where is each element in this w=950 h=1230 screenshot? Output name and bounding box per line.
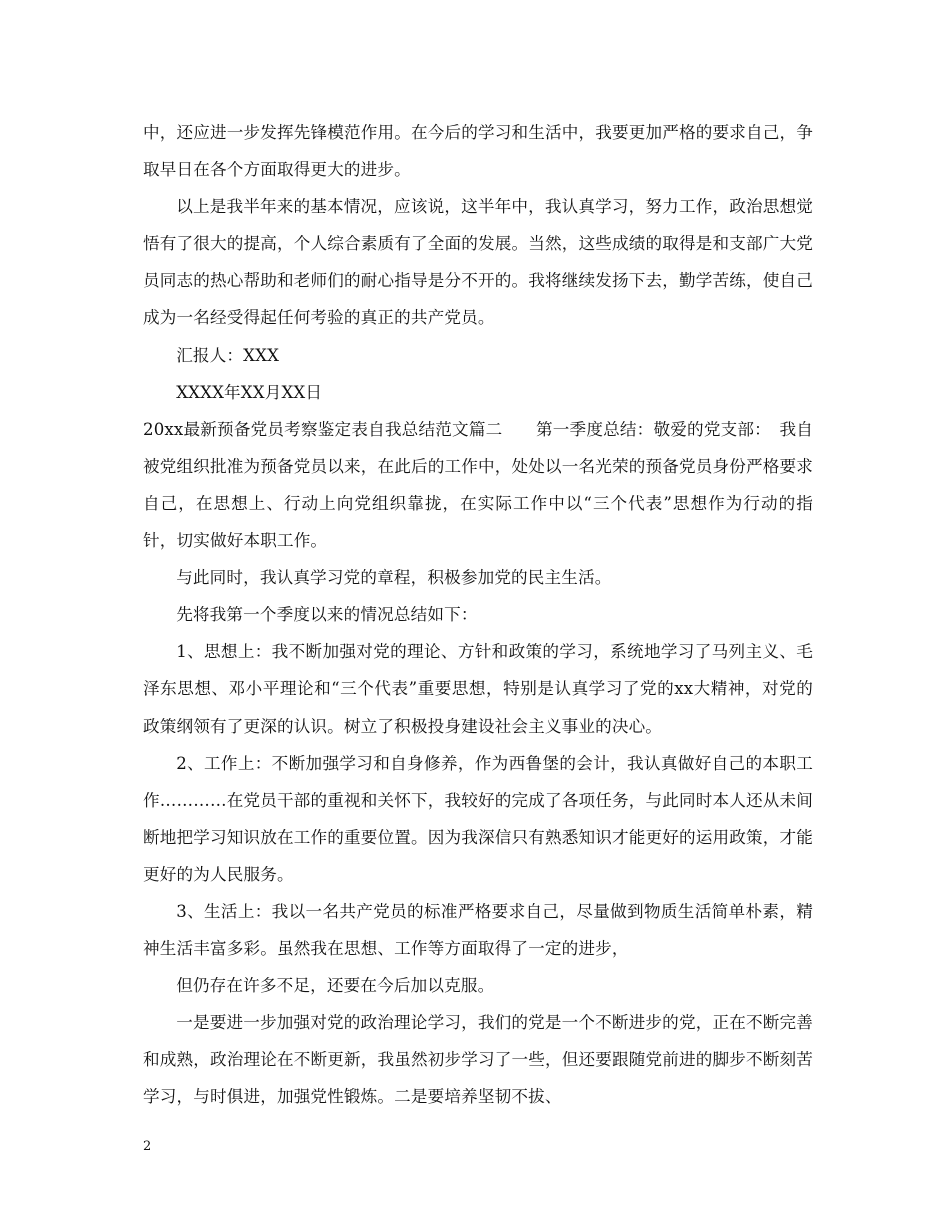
paragraph-summary-intro: 先将我第一个季度以来的情况总结如下：: [176, 605, 478, 625]
paragraph-thought: 1、思想上：我不断加强对党的理论、方针和政策的学习，系统地学习了马列主义、毛泽东思想、邓小平理论和“三个代表”重要思想，特别是认真学习了党的xx大精神，对党的政策纲领有了更深的认识。树立了积极投身建设社会主义事业的决心。: [143, 642, 813, 736]
date-line: XXXX年XX月XX日: [176, 382, 323, 402]
paragraph-life: 3、生活上：我以一名共产党员的标准严格要求自己，尽量做到物质生活简单朴素，精神生活丰富多彩。虽然我在思想、工作等方面取得了一定的进步，: [143, 901, 813, 959]
paragraph-continuation: 中，还应进一步发挥先锋模范作用。在今后的学习和生活中，我要更加严格的要求自己，争取早日在各个方面取得更大的进步。: [143, 123, 813, 180]
paragraph-party-study: 与此同时，我认真学习党的章程，积极参加党的民主生活。: [176, 568, 612, 588]
paragraph-improvements: 一是要进一步加强对党的政治理论学习，我们的党是一个不断进步的党，正在不断完善和成熟，政治理论在不断更新，我虽然初步学习了一些，但还要跟随党前进的脚步不断刻苦学习，与时俱进，加强党性锻炼。二是要培养坚韧不拔、: [143, 1013, 813, 1107]
page-number: 2: [143, 1139, 152, 1154]
paragraph-shortcomings: 但仍存在许多不足，还要在今后加以克服。: [176, 976, 495, 996]
reporter-line: 汇报人：XXX: [176, 345, 280, 365]
paragraph-summary: 以上是我半年来的基本情况，应该说，这半年中，我认真学习，努力工作，政治思想觉悟有了很大的提高，个人综合素质有了全面的发展。当然，这些成绩的取得是和支部广大党员同志的热心帮助和老师们的耐心指导是分不开的。我将继续发扬下去，勤学苦练，使自己成为一名经受得起任何考验的真正的共产党员。: [143, 197, 813, 328]
section-two-heading-paragraph: 20xx最新预备党员考察鉴定表自我总结范文篇二 第一季度总结：敬爱的党支部： 我自被党组织批准为预备党员以来，在此后的工作中，处处以一名光荣的预备党员身份严格要求自己，在思想上、行动上向党组织靠拢，在实际工作中以“三个代表”思想作为行动的指针，切实做好本职工作。: [143, 419, 813, 551]
paragraph-work: 2、工作上：不断加强学习和自身修养，作为西鲁堡的会计，我认真做好自己的本职工作…………在党员干部的重视和关怀下，我较好的完成了各项任务，与此同时本人还从未间断地把学习知识放在工作的重要位置。因为我深信只有熟悉知识才能更好的运用政策，才能更好的为人民服务。: [143, 753, 813, 884]
document-body: [143, 114, 813, 1116]
